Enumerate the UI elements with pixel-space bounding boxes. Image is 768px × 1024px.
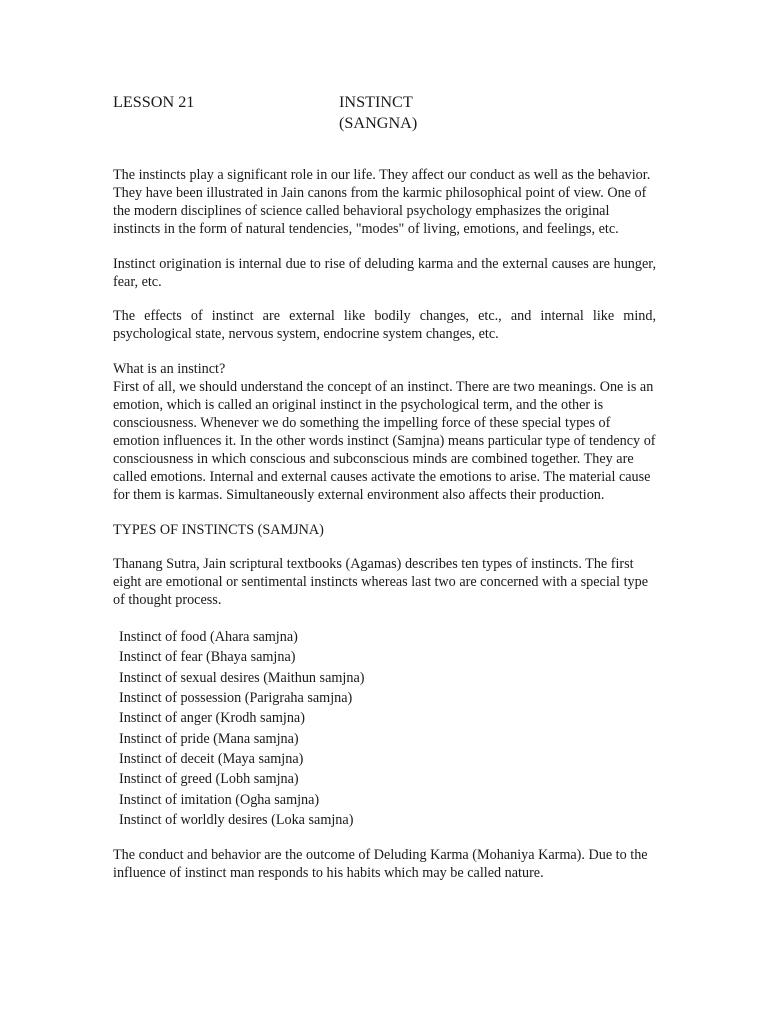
lesson-subtitle: (SANGNA): [339, 114, 418, 132]
conclusion-paragraph: The conduct and behavior are the outcome of Deluding Karma (Mohaniya Karma). Due to the influence of instinct man responds to his habits which may be called nature.: [113, 847, 648, 881]
definition-paragraph: First of all, we should understand the concept of an instinct. There are two meanings. One is an emotion, which is called an original instinct in the psychological term, and the other is consciousness. Whenever we do something the impelling force of these special types of emotion influences it. In the other words instinct (Samjna) means particular type of tendency of consciousness in which conscious and subconscious minds are combined together. They are called emotions. Internal and external causes activate the emotions to arise. The material cause for them is karmas. Simultaneously external environment also affects their production.: [113, 379, 656, 503]
list-item: Instinct of deceit (Maya samjna): [119, 750, 304, 767]
origination-paragraph: Instinct origination is internal due to rise of deluding karma and the external causes are hunger, fear, etc.: [113, 255, 656, 290]
list-item: Instinct of fear (Bhaya samjna): [119, 649, 296, 666]
list-item: Instinct of sexual desires (Maithun samjna): [119, 669, 365, 686]
list-item: Instinct of anger (Krodh samjna): [119, 710, 305, 727]
lesson-title: INSTINCT: [339, 93, 413, 111]
list-item: Instinct of pride (Mana samjna): [119, 730, 299, 747]
list-item: Instinct of imitation (Ogha samjna): [119, 791, 320, 808]
intro-paragraph: The instincts play a significant role in our life. They affect our conduct as well as the behavior. They have been illustrated in Jain canons from the karmic philosophical point of view. One of the modern disciplines of science called behavioral psychology emphasizes the original instincts in the form of natural tendencies, "modes" of living, emotions, and feelings, etc.: [113, 167, 651, 237]
lesson-heading: [113, 92, 656, 134]
question-heading: What is an instinct?: [113, 361, 226, 378]
document-body: [113, 92, 656, 883]
effects-paragraph: The effects of instinct are external like bodily changes, etc., and internal like mind, psychological state, nervous system, endocrine system changes, etc.: [113, 308, 656, 343]
list-item: Instinct of worldly desires (Loka samjna): [119, 811, 354, 828]
instinct-types-list: [113, 627, 656, 830]
list-item: Instinct of possession (Parigraha samjna): [119, 690, 353, 707]
list-item: Instinct of food (Ahara samjna): [119, 629, 298, 646]
list-item: Instinct of greed (Lobh samjna): [119, 771, 299, 788]
lesson-title-block: [339, 92, 417, 134]
types-heading: TYPES OF INSTINCTS (SAMJNA): [113, 521, 324, 538]
lesson-number: LESSON 21: [113, 93, 195, 111]
thanang-paragraph: Thanang Sutra, Jain scriptural textbooks (Agamas) describes ten types of instincts. The first eight are emotional or sentimental instincts whereas last two are concerned with a special type of thought process.: [113, 556, 648, 609]
